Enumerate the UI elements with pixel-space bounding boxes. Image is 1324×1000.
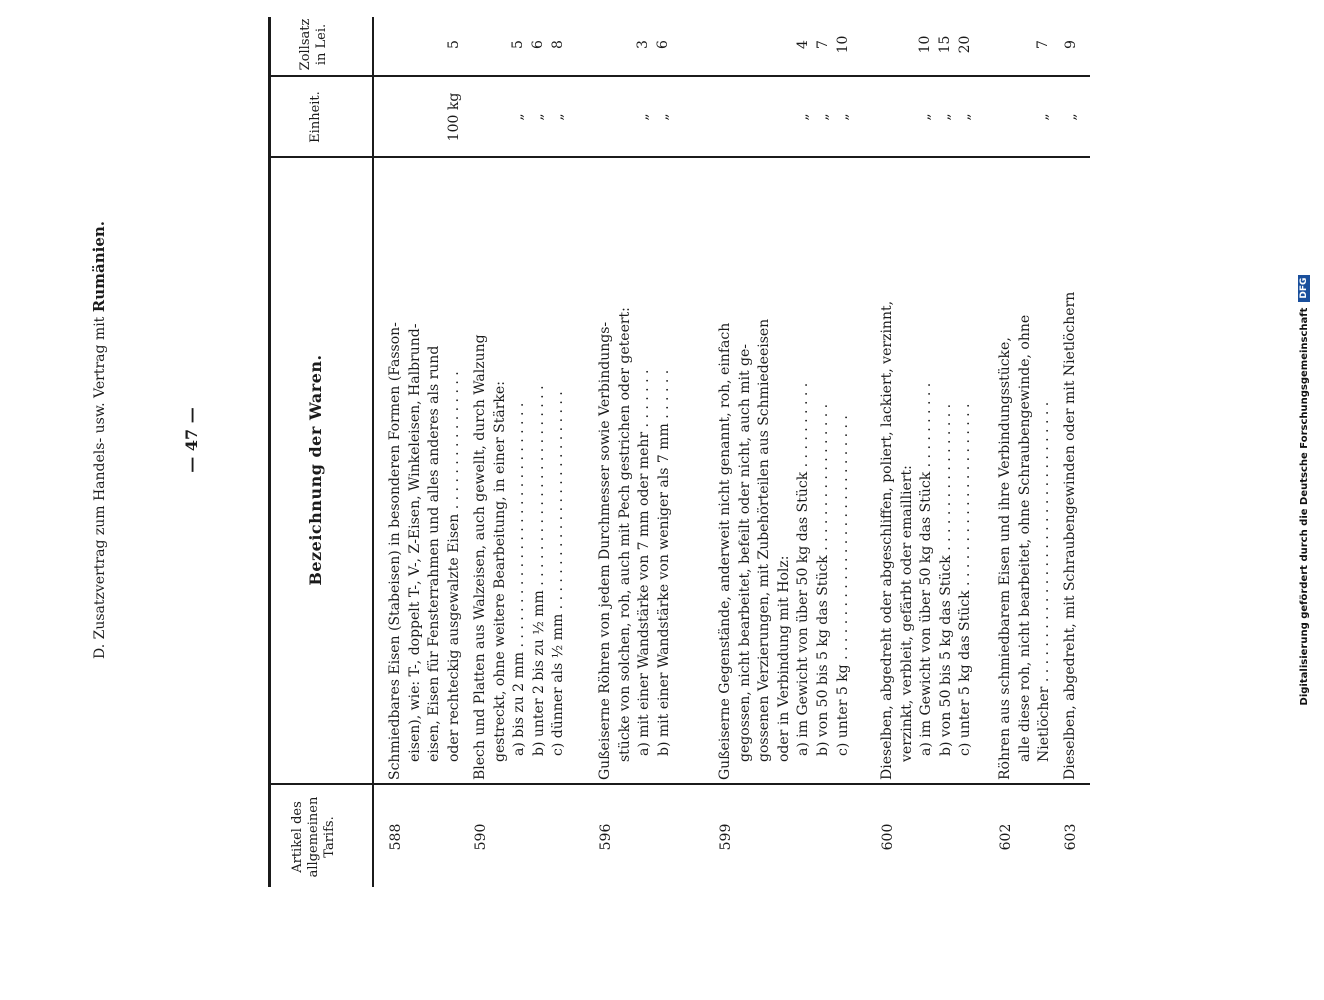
row-description bbox=[1061, 160, 1081, 780]
description-line: gestreckt, ohne weitere Bearbeitung, in einer Stärke: bbox=[491, 381, 508, 762]
unit-value: „ bbox=[655, 113, 671, 121]
header-description: Bezeichnung der Waren. bbox=[306, 354, 325, 586]
description-line: c) unter 5 kg das Stück . . . . . . . . . . . . . . . . . . . . . bbox=[957, 403, 974, 756]
article-number: 596 bbox=[598, 823, 614, 851]
row-description bbox=[878, 160, 976, 780]
description-line: verzinkt, verbleit, gefärbt oder emailliert: bbox=[898, 465, 915, 762]
title-country: Rumänien. bbox=[90, 220, 108, 313]
unit-value: 100 kg bbox=[446, 92, 462, 142]
description-line: Röhren aus schmiedbarem Eisen und ihre Verbindungsstücke, bbox=[997, 337, 1013, 780]
description-line: stücke von solchen, roh, auch mit Pech gestrichen oder geteert: bbox=[616, 307, 633, 762]
unit-value: „ bbox=[917, 113, 933, 121]
article-number: 590 bbox=[473, 823, 489, 851]
rate-value: 7 bbox=[1035, 40, 1051, 49]
description-line: c) unter 5 kg . . . . . . . . . . . . . . . . . . . . . . . . . . . . bbox=[834, 415, 851, 756]
description-line: oder rechteckig ausgewalzte Eisen . . . . . . . . . . . . . . . . bbox=[445, 371, 462, 762]
description-line: a) mit einer Wandstärke von 7 mm oder mehr . . . . . . . bbox=[636, 369, 653, 756]
description-line: a) bis zu 2 mm . . . . . . . . . . . . . . . . . . . . . . . . . . . . bbox=[511, 402, 528, 756]
unit-value: „ bbox=[795, 113, 811, 121]
description-line: b) von 50 bis 5 kg das Stück . . . . . . . . . . . . . . . . . bbox=[937, 403, 954, 756]
rate-value: 9 bbox=[1063, 40, 1079, 49]
row-description bbox=[716, 160, 853, 780]
description-line: Gußeiserne Röhren von jedem Durchmesser sowie Verbindungs- bbox=[597, 321, 613, 780]
description-line: oder in Verbindung mit Holz: bbox=[775, 555, 792, 762]
description-line: Dieselben, abgedreht, mit Schraubengewinden oder mit Nietlöchern bbox=[1062, 291, 1078, 780]
description-line: eisen), wie: T-, doppelt T-, V-, Z-Eisen, Winkeleisen, Halbrund- bbox=[406, 323, 423, 762]
article-number: 599 bbox=[718, 823, 734, 851]
header-bottom-rule bbox=[372, 17, 374, 887]
description-line: gegossen, nicht bearbeitet, befeilt oder nicht, auch mit ge- bbox=[736, 343, 753, 762]
page-number: — 47 — bbox=[182, 407, 201, 473]
column-rule-3 bbox=[268, 75, 1090, 77]
rate-value: 7 bbox=[815, 40, 831, 49]
dfg-logo: DFG bbox=[1298, 275, 1310, 302]
section-prefix: D. bbox=[92, 643, 108, 660]
rate-value: 3 bbox=[635, 40, 651, 49]
description-line: Schmiedbares Eisen (Stabeisen) in besonderen Formen (Fasson- bbox=[387, 322, 403, 780]
row-description bbox=[386, 160, 464, 780]
unit-value: „ bbox=[550, 113, 566, 121]
description-line: Blech und Platten aus Walzeisen, auch gewellt, durch Walzung bbox=[472, 334, 488, 780]
rate-value: 8 bbox=[550, 40, 566, 49]
page-number-line bbox=[182, 0, 201, 880]
digitization-note bbox=[1292, 80, 1316, 900]
header-unit: Einheit. bbox=[308, 91, 323, 143]
unit-value: „ bbox=[835, 113, 851, 121]
description-line: b) von 50 bis 5 kg das Stück . . . . . . . . . . . . . . . . . bbox=[814, 403, 831, 756]
row-description bbox=[596, 160, 674, 780]
unit-value: „ bbox=[1063, 113, 1079, 121]
row-description bbox=[996, 160, 1055, 780]
description-line: gossenen Verzierungen, mit Zubehörteilen aus Schmiedeeisen bbox=[756, 318, 773, 762]
description-line: a) im Gewicht von über 50 kg das Stück . . . . . . . . . . bbox=[795, 382, 812, 756]
article-number: 603 bbox=[1063, 823, 1079, 851]
rate-value: 6 bbox=[530, 40, 546, 49]
article-number: 602 bbox=[998, 823, 1014, 851]
digitization-text: Digitalisierung gefördert durch die Deutsche Forschungsgemeinschaft bbox=[1298, 307, 1310, 706]
rate-value: 6 bbox=[655, 40, 671, 49]
unit-value: „ bbox=[635, 113, 651, 121]
unit-value: „ bbox=[510, 113, 526, 121]
description-line: b) unter 2 bis zu ½ mm . . . . . . . . . . . . . . . . . . . . . . . bbox=[530, 385, 547, 756]
description-line: c) dünner als ½ mm . . . . . . . . . . . . . . . . . . . . . . . . . bbox=[550, 391, 567, 756]
row-description bbox=[471, 160, 569, 780]
header-rate: Zollsatz in Lei. bbox=[298, 18, 329, 71]
unit-value: „ bbox=[937, 113, 953, 121]
running-title bbox=[90, 0, 108, 880]
unit-value: „ bbox=[815, 113, 831, 121]
article-number: 588 bbox=[388, 823, 404, 851]
title-text: Zusatzvertrag zum Handels- usw. Vertrag mit bbox=[92, 316, 108, 640]
article-number: 600 bbox=[880, 823, 896, 851]
description-line: eisen, Eisen für Fensterrahmen und alles anderes als rund bbox=[426, 345, 443, 762]
description-line: a) im Gewicht von über 50 kg das Stück . . . . . . . . . . bbox=[918, 382, 935, 756]
rate-value: 4 bbox=[795, 40, 811, 49]
unit-value: „ bbox=[957, 113, 973, 121]
table-top-rule bbox=[268, 17, 271, 887]
column-rule-2 bbox=[268, 156, 1090, 158]
rate-value: 10 bbox=[917, 35, 933, 54]
rate-value: 10 bbox=[835, 35, 851, 54]
rate-value: 15 bbox=[937, 35, 953, 54]
description-line: Nietlöcher . . . . . . . . . . . . . . . . . . . . . . . . . . . . . . . . bbox=[1036, 401, 1053, 762]
description-line: Gußeiserne Gegenstände, anderweit nicht genannt, roh, einfach bbox=[717, 322, 733, 780]
description-line: alle diese roh, nicht bearbeitet, ohne Schraubengewinde, ohne bbox=[1016, 314, 1033, 762]
rate-value: 5 bbox=[446, 40, 462, 49]
description-line: b) mit einer Wandstärke von weniger als 7 mm . . . . . . bbox=[655, 369, 672, 756]
column-rule-1 bbox=[268, 783, 1090, 785]
header-article: Artikel des allgemeinen Tarifs. bbox=[290, 796, 337, 878]
rate-value: 5 bbox=[510, 40, 526, 49]
unit-value: „ bbox=[530, 113, 546, 121]
rate-value: 20 bbox=[957, 35, 973, 54]
unit-value: „ bbox=[1035, 113, 1051, 121]
description-line: Dieselben, abgedreht oder abgeschliffen, poliert, lackiert, verzinnt, bbox=[879, 300, 895, 780]
